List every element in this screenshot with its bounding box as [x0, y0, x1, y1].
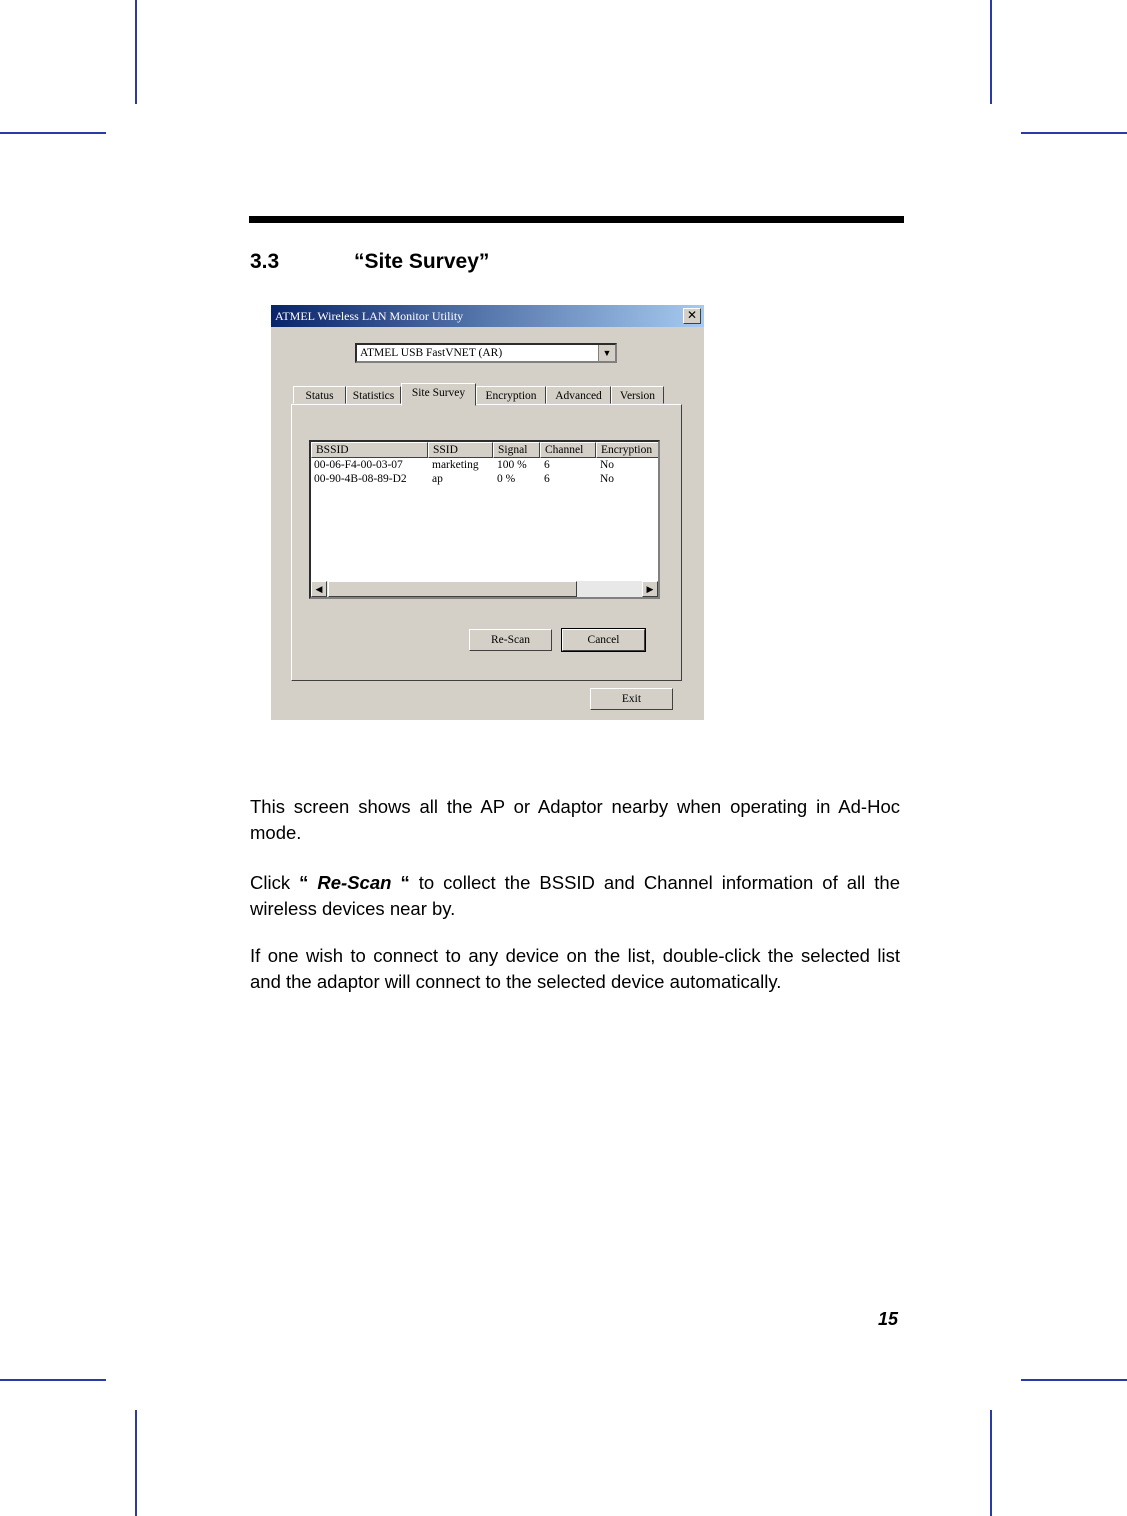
rescan-button[interactable]: Re-Scan — [469, 629, 552, 651]
horizontal-scrollbar[interactable] — [311, 581, 658, 597]
crop-mark — [0, 1379, 106, 1381]
column-header-signal[interactable]: Signal — [493, 442, 540, 458]
cell-signal: 100 % — [497, 459, 527, 471]
section-number: 3.3 — [250, 250, 280, 273]
chevron-down-icon[interactable]: ▼ — [598, 345, 615, 361]
page-number: 15 — [878, 1309, 899, 1329]
tab-status[interactable]: Status — [293, 386, 346, 404]
section-heading — [250, 250, 489, 274]
cell-signal: 0 % — [497, 473, 516, 485]
cell-encryption: No — [600, 459, 615, 471]
crop-mark — [1021, 132, 1127, 134]
crop-mark — [0, 132, 106, 134]
tab-site-survey[interactable]: Site Survey — [401, 383, 476, 406]
crop-mark — [1021, 1379, 1127, 1381]
window-title: ATMEL Wireless LAN Monitor Utility — [275, 309, 464, 323]
adapter-select[interactable] — [355, 343, 617, 363]
rescan-text-post: to collect the BSSID and Channel information of all the wireless devices near by. — [250, 872, 901, 919]
cell-encryption: No — [600, 473, 615, 485]
rescan-quote-close: “ — [391, 872, 410, 893]
tab-encryption[interactable]: Encryption — [476, 386, 546, 404]
site-survey-list[interactable] — [309, 440, 660, 599]
crop-mark — [135, 1410, 137, 1516]
column-header-encryption[interactable]: Encryption — [596, 442, 660, 458]
tab-version[interactable]: Version — [611, 386, 664, 404]
title-bar — [271, 305, 704, 327]
rescan-keyword: Re-Scan — [317, 872, 392, 893]
adapter-value: ATMEL USB FastVNET (AR) — [360, 347, 503, 359]
cell-channel: 6 — [544, 459, 550, 471]
rescan-text-pre: Click — [250, 872, 300, 893]
column-header-ssid[interactable]: SSID — [428, 442, 493, 458]
rescan-quote-open: “ — [299, 872, 318, 893]
cell-bssid: 00-06-F4-00-03-07 — [314, 459, 403, 471]
crop-mark — [990, 1410, 992, 1516]
paragraph-intro: This screen shows all the AP or Adaptor nearby when operating in Ad-Hoc mode. — [250, 796, 900, 843]
paragraph-connect: If one wish to connect to any device on the list, double-click the selected list and the adaptor will connect to the selected device automatically. — [250, 945, 900, 992]
header-rule — [249, 216, 904, 223]
column-header-bssid[interactable]: BSSID — [311, 442, 428, 458]
cell-bssid: 00-90-4B-08-89-D2 — [314, 473, 407, 485]
cancel-button[interactable]: Cancel — [562, 629, 645, 651]
column-header-channel[interactable]: Channel — [540, 442, 596, 458]
crop-mark — [990, 0, 992, 104]
crop-mark — [135, 0, 137, 104]
scroll-thumb[interactable] — [328, 581, 577, 597]
cell-channel: 6 — [544, 473, 550, 485]
monitor-utility-window — [271, 305, 704, 720]
cell-ssid: ap — [432, 473, 443, 485]
section-title: “Site Survey” — [354, 250, 490, 273]
cell-ssid: marketing — [432, 459, 479, 471]
close-icon[interactable]: ✕ — [683, 308, 701, 324]
tab-statistics[interactable]: Statistics — [346, 386, 401, 404]
exit-button[interactable]: Exit — [590, 688, 673, 710]
scroll-right-icon[interactable]: ▶ — [642, 581, 658, 597]
tab-advanced[interactable]: Advanced — [546, 386, 611, 404]
paragraph-rescan — [250, 870, 900, 922]
scroll-left-icon[interactable]: ◀ — [311, 581, 327, 597]
